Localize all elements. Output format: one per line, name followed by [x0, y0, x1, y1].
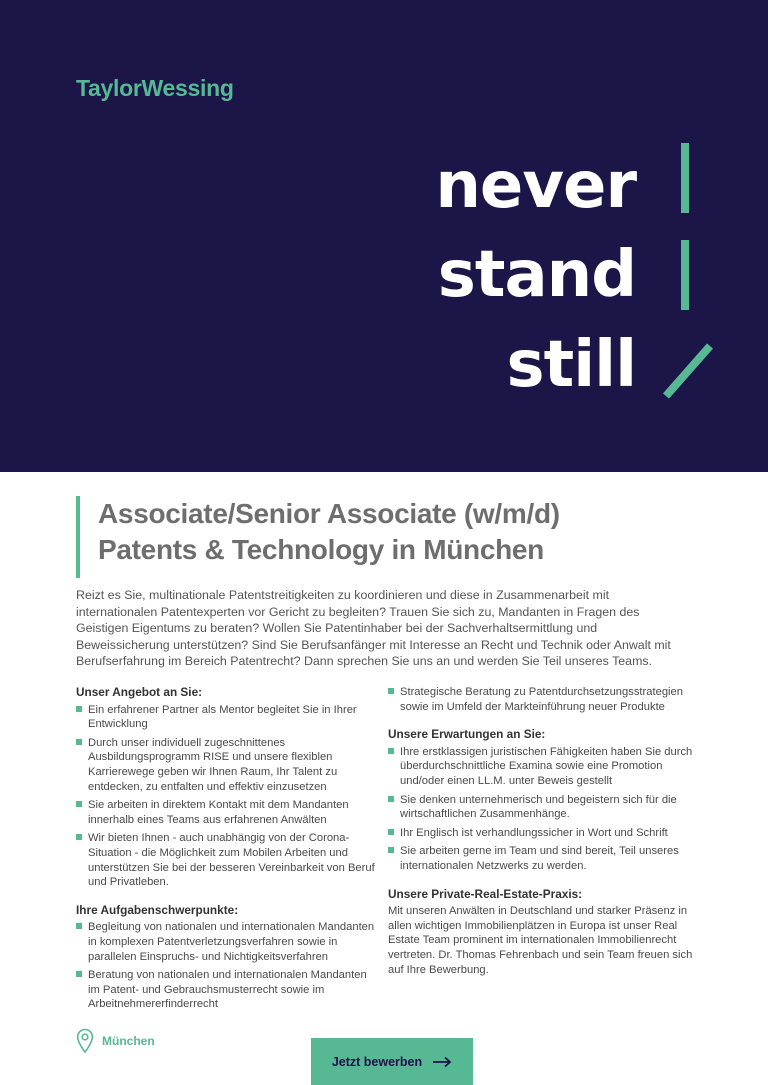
bullet-icon: [76, 834, 82, 840]
accent-bar-icon: [681, 143, 689, 213]
accent-bar-icon: [681, 240, 689, 310]
arrow-right-icon: [432, 1056, 452, 1068]
hero-line-stand: stand: [437, 238, 636, 312]
bullet-icon: [76, 923, 82, 929]
list-item: Ein erfahrener Partner als Mentor begleitet Sie in Ihrer Entwicklung: [76, 703, 376, 732]
bullet-icon: [76, 706, 82, 712]
bullet-icon: [76, 739, 82, 745]
bullet-icon: [388, 796, 394, 802]
list-item: Durch unser individuell zugeschnittenes Ausbildungsprogramm RISE und unsere flexiblen Karrierewege geben wir Ihnen Raum, Ihr Talent zu entdecken, zu entfalten und effektiv einzusetzen: [76, 736, 376, 794]
expectations-heading: Unsere Erwartungen an Sie:: [388, 727, 546, 742]
tasks-heading: Ihre Aufgabenschwerpunkte:: [76, 902, 239, 917]
job-title-line2: Patents & Technology in München: [98, 534, 544, 565]
brand-logo: TaylorWessing: [76, 75, 234, 101]
bullet-icon: [388, 829, 394, 835]
right-column: [388, 685, 698, 977]
apply-button[interactable]: [311, 1038, 473, 1085]
list-item: Begleitung von nationalen und internationalen Mandanten in komplexen Patentverletzungsverfahren sowie in parallelen Einspruchs- und Nichtigkeitsverfahren: [76, 920, 376, 964]
job-title-line1: Associate/Senior Associate (w/m/d): [98, 498, 560, 529]
accent-slash-icon: [660, 340, 716, 400]
practice-heading: Unsere Private-Real-Estate-Praxis:: [388, 886, 583, 901]
list-item: Strategische Beratung zu Patentdurchsetzungsstrategien sowie im Umfeld der Markteinführung neuer Produkte: [388, 685, 698, 714]
expectations-list: [388, 745, 698, 874]
list-item: Sie arbeiten gerne im Team und sind bereit, Teil unseres internationalen Netzwerks zu werden.: [388, 844, 698, 873]
tasks-list-continued: [388, 685, 698, 714]
job-title-block: [76, 496, 560, 578]
bullet-icon: [76, 801, 82, 807]
intro-paragraph: Reizt es Sie, multinationale Patentstreitigkeiten zu koordinieren und diese in Zusammenarbeit mit internationalen Patentexperten vor Gericht zu begleiten? Trauen Sie sich zu, Mandanten in Fragen des Geistigen Eigentums zu beraten? Wollen Sie Patentinhaber bei der Sachverhaltsermittlung und Beweissicherung unterstützen? Sind Sie Berufsanfänger mit Interesse an Recht und Technik oder Anwalt mit Berufserfahrung im Bereich Patentrecht? Dann sprechen Sie uns an und werden Sie Teil unseres Teams.: [76, 588, 671, 668]
bullet-icon: [388, 847, 394, 853]
bullet-icon: [388, 688, 394, 694]
practice-paragraph: Mit unseren Anwälten in Deutschland und starker Präsenz in allen wichtigen Immobilienplätzen in Europa ist unser Real Estate Team prominent im internationalen Immobilienrecht vertreten. Dr. Thomas Fehrenbach und sein Team freuen sich auf Ihre Bewerbung.: [388, 905, 693, 976]
hero-banner: [0, 0, 768, 472]
list-item: Beratung von nationalen und internationalen Mandanten im Patent- und Gebrauchsmusterrecht sowie im Arbeitnehmererfinderrecht: [76, 968, 376, 1012]
location: [76, 1028, 155, 1054]
offer-list: [76, 703, 376, 890]
hero-line-never: never: [435, 149, 636, 223]
bullet-icon: [76, 971, 82, 977]
offer-heading: Unser Angebot an Sie:: [76, 685, 203, 699]
location-pin-icon: [76, 1028, 94, 1054]
apply-button-label: Jetzt bewerben: [331, 1054, 423, 1069]
list-item: Wir bieten Ihnen - auch unabhängig von der Corona-Situation - die Möglichkeit zum Mobilen Arbeiten und unterstützen Sie bei der besseren Vereinbarkeit von Beruf und Privatleben.: [76, 831, 376, 889]
location-label: München: [102, 1034, 155, 1048]
bullet-icon: [388, 748, 394, 754]
tasks-list: [76, 920, 376, 1012]
left-column: [76, 685, 376, 1016]
list-item: Sie arbeiten in direktem Kontakt mit dem Mandanten innerhalb eines Teams aus erfahrenen Anwälten: [76, 798, 376, 827]
list-item: Sie denken unternehmerisch und begeistern sich für die wirtschaftlichen Zusammenhänge.: [388, 793, 698, 822]
hero-line-still: still: [506, 328, 636, 402]
list-item: Ihr Englisch ist verhandlungssicher in Wort und Schrift: [388, 826, 698, 841]
list-item: Ihre erstklassigen juristischen Fähigkeiten haben Sie durch überdurchschnittliche Examina sowie eine Promotion und/oder einen LL.M. unter Beweis gestellt: [388, 745, 698, 789]
